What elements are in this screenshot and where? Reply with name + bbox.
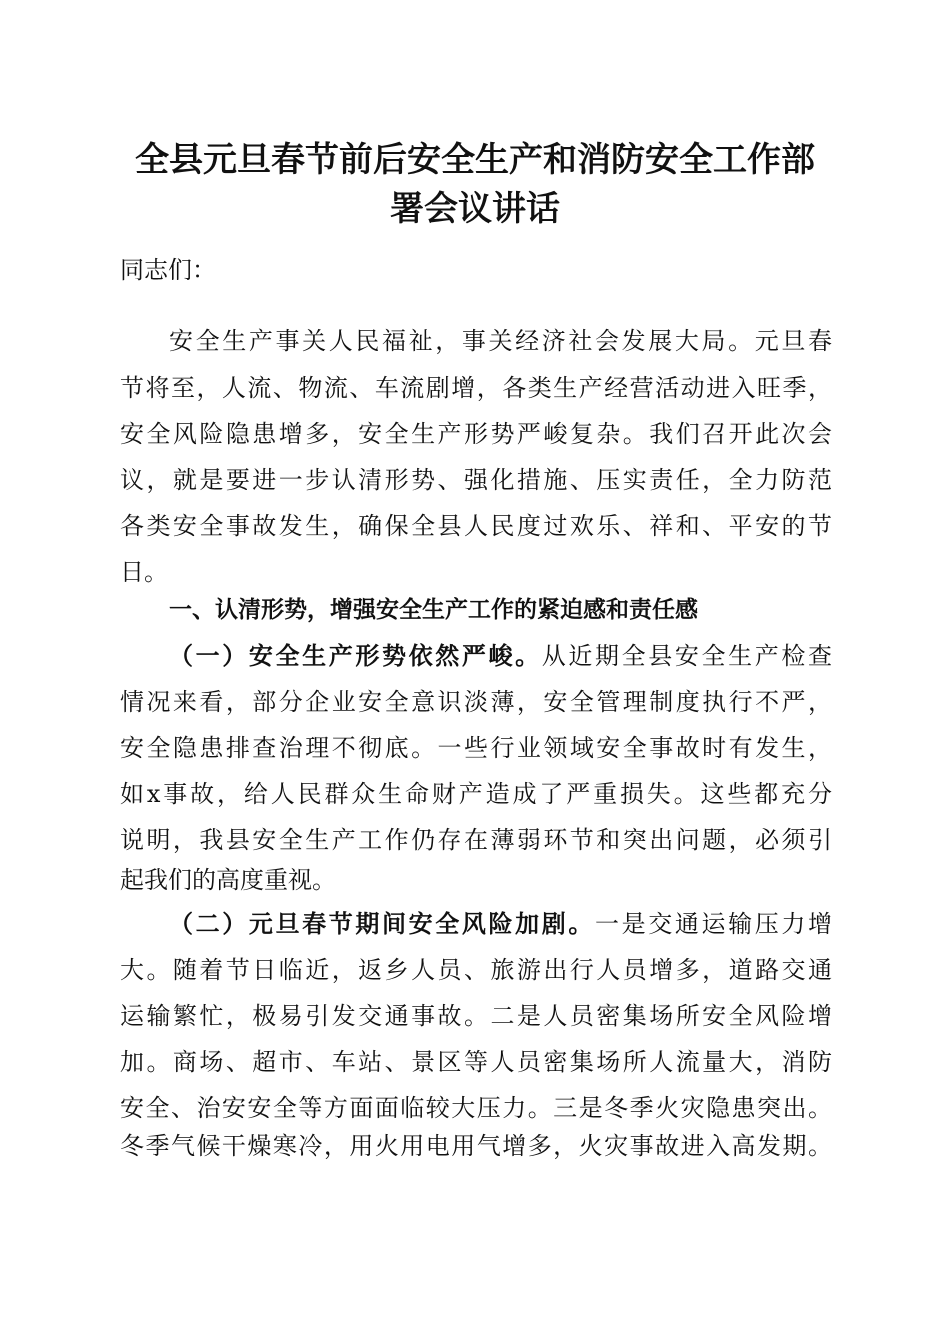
intro-line-6: 日。 [120,558,168,586]
sub-1-first-line [169,640,832,672]
intro-line-5: 各类安全事故发生，确保全县人民度过欢乐、祥和、平安的节 [120,512,832,540]
sub-2-line-6: 冬季气候干燥寒冷，用火用电用气增多，火灾事故进入高发期。 [120,1132,832,1160]
document-title-line-2: 署会议讲话 [390,189,560,229]
sub-1-first-line-text: 从近期全县安全生产检查 [541,642,832,670]
sub-2-line-2: 大。随着节日临近，返乡人员、旅游出行人员增多，道路交通 [120,956,832,984]
sub-1-line-6: 起我们的高度重视。 [120,866,336,894]
intro-line-2: 节将至，人流、物流、车流剧增，各类生产经营活动进入旺季， [120,374,832,402]
intro-line-1: 安全生产事关人民福祉，事关经济社会发展大局。元旦春 [169,327,832,355]
salutation: 同志们： [120,256,216,284]
intro-line-4: 议，就是要进一步认清形势、强化措施、压实责任，全力防范 [120,466,832,494]
sub-1-line-4: 如x事故，给人民群众生命财产造成了严重损失。这些都充分 [120,780,832,808]
document-title-line-1: 全县元旦春节前后安全生产和消防安全工作部 [135,140,815,180]
sub-2-line-5: 安全、治安安全等方面面临较大压力。三是冬季火灾隐患突出。 [120,1094,832,1122]
sub-1-line-3: 安全隐患排查治理不彻底。一些行业领域安全事故时有发生， [120,734,832,762]
section-1-heading: 一、认清形势，增强安全生产工作的紧迫感和责任感 [169,597,698,623]
sub-2-line-3: 运输繁忙，极易引发交通事故。二是人员密集场所安全风险增 [120,1002,832,1030]
sub-2-line-4: 加。商场、超市、车站、景区等人员密集场所人流量大，消防 [120,1048,832,1076]
sub-2-first-line-text: 一是交通运输压力增 [595,910,832,938]
sub-1-heading: （一）安全生产形势依然严峻。 [169,641,542,670]
sub-2-heading: （二）元旦春节期间安全风险加剧。 [169,909,595,938]
sub-2-first-line [169,908,832,940]
sub-1-line-2: 情况来看，部分企业安全意识淡薄，安全管理制度执行不严， [120,688,832,716]
sub-1-line-5: 说明，我县安全生产工作仍存在薄弱环节和突出问题，必须引 [120,826,832,854]
intro-line-3: 安全风险隐患增多，安全生产形势严峻复杂。我们召开此次会 [120,420,832,448]
